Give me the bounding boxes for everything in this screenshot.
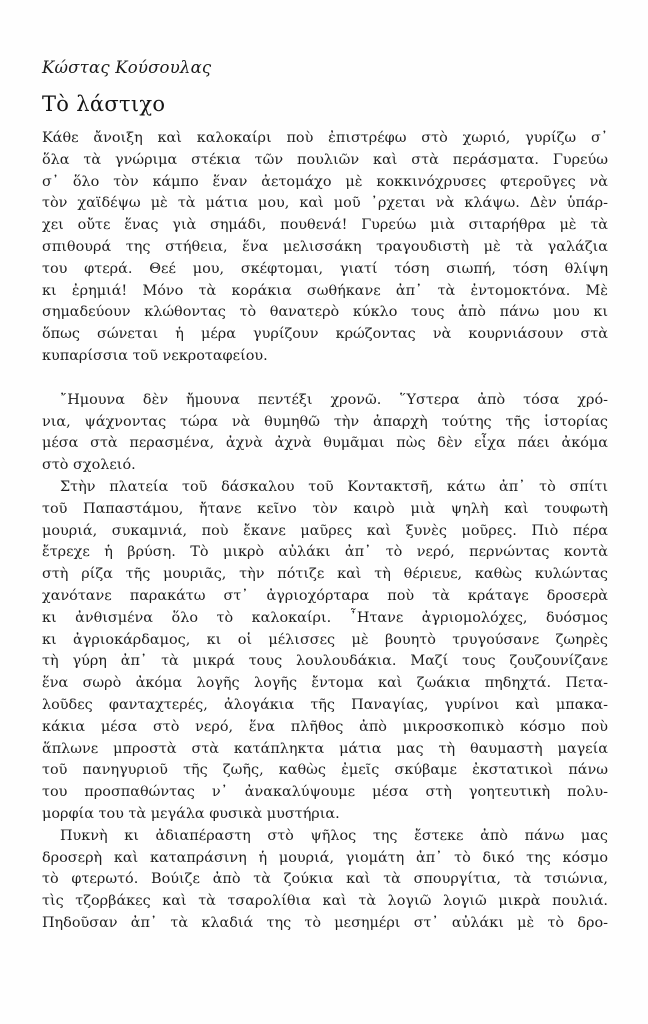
- text-line: ἔτρεχε ἡ βρύση. Τὸ μικρὸ αὐλάκι ἀπ᾿ τὸ νερό, περνώντας κοντὰ: [42, 544, 608, 561]
- text-line: τοῦ Παπαστάμου, ἤτανε κεῖνο τὸν καιρὸ μιὰ ψηλὴ καὶ τουφωτὴ: [42, 500, 608, 517]
- text-line: κι ἐρημιά! Μόνο τὰ κοράκια σωθήκανε ἀπ᾿ τὰ ἐντομοκτόνα. Μὲ: [42, 282, 608, 299]
- text-line: δροσερὴ καὶ καταπράσινη ἡ μουριά, γιομάτη ἀπ᾿ τὸ δικό της κόσμο: [42, 849, 608, 866]
- text-line: σημαδεύουν κλώθοντας τὸ θανατερὸ κύκλο τους ἀπὸ πάνω μου κι: [42, 304, 608, 321]
- story-title: Τὸ λάστιχο: [42, 92, 166, 116]
- text-line: ἅπλωνε μπροστὰ στὰ κατάπληκτα μάτια μας τὴ θαυμαστὴ μαγεία: [42, 740, 608, 757]
- author-name: Κώστας Κούσουλας: [42, 58, 212, 77]
- text-line: ῎Ημουνα δὲν ἤμουνα πεντέξι χρονῶ. ῞Υστερα ἀπὸ τόσα χρό-: [60, 391, 608, 408]
- text-line: ὅπως σώνεται ἡ μέρα γυρίζουν κρώζοντας νὰ κουρνιάσουν στὰ: [42, 326, 608, 343]
- paragraph: [42, 477, 608, 826]
- text-line: τὸν χαϊδέψω μὲ τὰ μάτια μου, καὶ μοῦ ᾿ρχεται νὰ κλάψω. Δὲν ὑπάρ-: [42, 195, 608, 212]
- paragraph: [42, 390, 608, 477]
- text-line: σ᾿ ὅλο τὸν κάμπο ἕναν ἀετομάχο μὲ κοκκινόχρυσες φτεροῦγες νὰ: [42, 173, 608, 190]
- text-line: Κάθε ἄνοιξη καὶ καλοκαίρι ποὺ ἐπιστρέφω στὸ χωριό, γυρίζω σ᾿: [42, 130, 608, 146]
- text-line: στὸ σχολειό.: [42, 457, 136, 474]
- text-line: κι ἀγριοκάρδαμος, κι οἱ μέλισσες μὲ βουητὸ τρυγούσανε ζωηρὲς: [42, 631, 608, 648]
- text-line: ἕνα σωρὸ ἀκόμα λογῆς λογῆς ἔντομα καὶ ζωάκια πηδηχτά. Πετα-: [42, 675, 608, 692]
- text-line: τὴ γύρη ἀπ᾿ τὰ μικρά τους λουλουδάκια. Μαζί τους ζουζουνίζανε: [42, 653, 608, 670]
- text-line: κάκια μέσα στὸ νερό, ἕνα πλῆθος ἀπὸ μικροσκοπικὸ κόσμο ποὺ: [42, 718, 608, 735]
- text-line: νια, ψάχνοντας τώρα νὰ θυμηθῶ τὴν ἀπαρχὴ τούτης τῆς ἱστορίας: [42, 413, 608, 430]
- text-line: τὶς τζορβάκες καὶ τὰ τσαρολίθια καὶ τὰ λογιῶ λογιῶ μικρὰ πουλιά.: [42, 893, 608, 910]
- text-line: σπιθουρά της στήθεια, ἕνα μελισσάκη τραγουδιστὴ μὲ τὰ γαλάζια: [42, 238, 608, 255]
- text-line: Πηδοῦσαν ἀπ᾿ τὰ κλαδιά της τὸ μεσημέρι στ᾿ αὐλάκι μὲ τὸ δρο-: [42, 914, 608, 931]
- text-line: του προσπαθώντας ν᾿ ἀνακαλύψουμε μέσα στὴ γοητευτικὴ πολυ-: [42, 784, 608, 801]
- story-body: [42, 128, 608, 935]
- text-line: Πυκνὴ κι ἀδιαπέραστη στὸ ψῆλος της ἔστεκε ἀπὸ πάνω μας: [60, 827, 608, 844]
- text-line: τὸ φτερωτό. Βούιζε ἀπὸ τὰ ζούκια καὶ τὰ σπουργίτια, τὰ τσιώνια,: [42, 871, 608, 888]
- text-line: κι ἀνθισμένα ὅλο τὸ καλοκαίρι. ῏Ητανε ἀγριομολόχες, δυόσμος: [42, 609, 608, 626]
- paragraph: [42, 826, 608, 935]
- text-line: χει οὔτε ἕνας γιὰ σημάδι, πουθενά! Γυρεύω μιὰ σιταρήθρα μὲ τὰ: [42, 217, 608, 234]
- text-line: Στὴν πλατεία τοῦ δάσκαλου τοῦ Κοντακτσῆ, κάτω ἀπ᾿ τὸ σπίτι: [60, 478, 608, 495]
- text-line: μέσα στὰ περασμένα, ἀχνὰ ἀχνὰ θυμᾶμαι πὼς δὲν εἶχα πάει ἀκόμα: [42, 435, 608, 452]
- text-line: τοῦ πανηγυριοῦ τῆς ζωῆς, καθὼς ἐμεῖς σκύβαμε ἐκστατικοὶ πάνω: [42, 762, 608, 779]
- text-line: λοῦδες φανταχτερές, ἀλογάκια τῆς Παναγίας, γυρίνοι καὶ μπακα-: [42, 696, 608, 713]
- text-line: χανότανε παρακάτω στ᾿ ἀγριοχόρταρα ποὺ τὰ κράταγε δροσερὰ: [42, 587, 608, 604]
- text-line: ὅλα τὰ γνώριμα στέκια τῶν πουλιῶν καὶ στὰ περάσματα. Γυρεύω: [42, 151, 608, 168]
- paragraph: [42, 128, 608, 368]
- text-line: κυπαρίσσια τοῦ νεκροταφείου.: [42, 347, 268, 364]
- text-line: του φτερά. Θεέ μου, σκέφτομαι, γιατί τόση σιωπή, τόση θλίψη: [42, 260, 608, 277]
- text-line: στὴ ρίζα τῆς μουριᾶς, τὴν πότιζε καὶ τὴ θέριευε, καθὼς κυλώντας: [42, 566, 608, 583]
- section-break: [42, 368, 608, 390]
- text-line: μορφία του τὰ μεγάλα φυσικὰ μυστήρια.: [42, 805, 340, 822]
- text-line: μουριά, συκαμνιά, ποὺ ἔκανε μαῦρες καὶ ξυνὲς μοῦρες. Πιὸ πέρα: [42, 522, 608, 539]
